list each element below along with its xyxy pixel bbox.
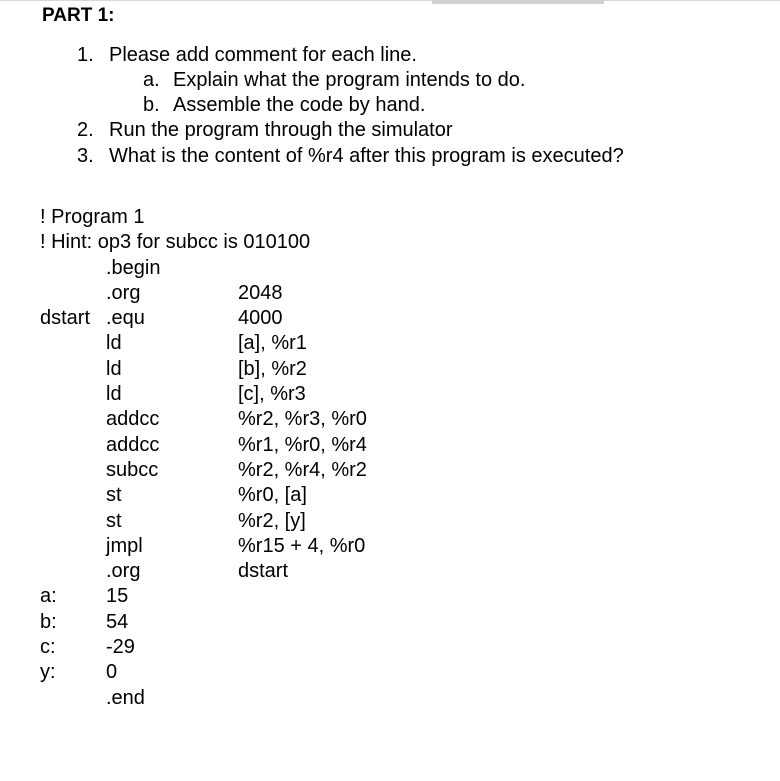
code-op: 15	[106, 585, 129, 608]
code-arg: [c], %r3	[238, 383, 306, 406]
instruction-1b	[143, 93, 425, 118]
code-op: .org	[106, 560, 141, 583]
code-label: y:	[40, 661, 56, 684]
code-op: .org	[106, 281, 141, 304]
code-op: .begin	[106, 256, 161, 279]
instruction-number: 3.	[77, 145, 94, 167]
code-label: a:	[40, 585, 57, 608]
instruction-number: 2.	[77, 119, 94, 141]
instruction-text: Explain what the program intends to do.	[173, 69, 526, 91]
instruction-1a	[143, 68, 525, 93]
code-op: subcc	[106, 458, 159, 481]
code-op: 0	[106, 661, 118, 684]
code-arg: 4000	[238, 307, 283, 330]
page-heading: PART 1:	[42, 5, 115, 26]
code-arg: %r2, %r3, %r0	[238, 408, 367, 431]
code-arg: 2048	[238, 281, 283, 304]
instruction-number: b.	[143, 94, 160, 116]
code-op: .equ	[106, 307, 145, 330]
code-op: jmpl	[106, 534, 143, 557]
top-scroll-indicator	[432, 0, 604, 4]
code-arg: %r1, %r0, %r4	[238, 433, 367, 456]
instruction-text: Assemble the code by hand.	[173, 94, 426, 116]
code-op: st	[106, 484, 122, 507]
instruction-number: 1.	[77, 44, 94, 66]
code-op: ld	[106, 383, 122, 406]
instruction-text: Please add comment for each line.	[109, 44, 417, 66]
instruction-number: a.	[143, 69, 160, 91]
code-arg: dstart	[238, 560, 289, 583]
top-border	[0, 0, 780, 1]
code-arg: %r2, [y]	[238, 509, 306, 532]
instruction-text: Run the program through the simulator	[109, 119, 453, 141]
code-op: st	[106, 509, 122, 532]
code-op: .end	[106, 686, 145, 709]
code-op: addcc	[106, 433, 160, 456]
code-arg: [b], %r2	[238, 357, 307, 380]
instruction-2	[77, 118, 453, 143]
code-arg: [a], %r1	[238, 332, 307, 355]
code-op: addcc	[106, 408, 160, 431]
code-op: 54	[106, 610, 129, 633]
code-arg: %r2, %r4, %r2	[238, 458, 367, 481]
instruction-1	[77, 43, 417, 68]
code-label: c:	[40, 636, 56, 659]
instruction-3	[77, 144, 624, 169]
code-label: b:	[40, 610, 57, 633]
instruction-text: What is the content of %r4 after this program is executed?	[109, 145, 624, 167]
code-label: dstart	[40, 307, 91, 330]
code-op: ld	[106, 332, 122, 355]
code-op: -29	[106, 636, 135, 659]
code-op: ld	[106, 357, 122, 380]
code-arg: %r0, [a]	[238, 484, 307, 507]
code-arg: %r15 + 4, %r0	[238, 534, 366, 557]
